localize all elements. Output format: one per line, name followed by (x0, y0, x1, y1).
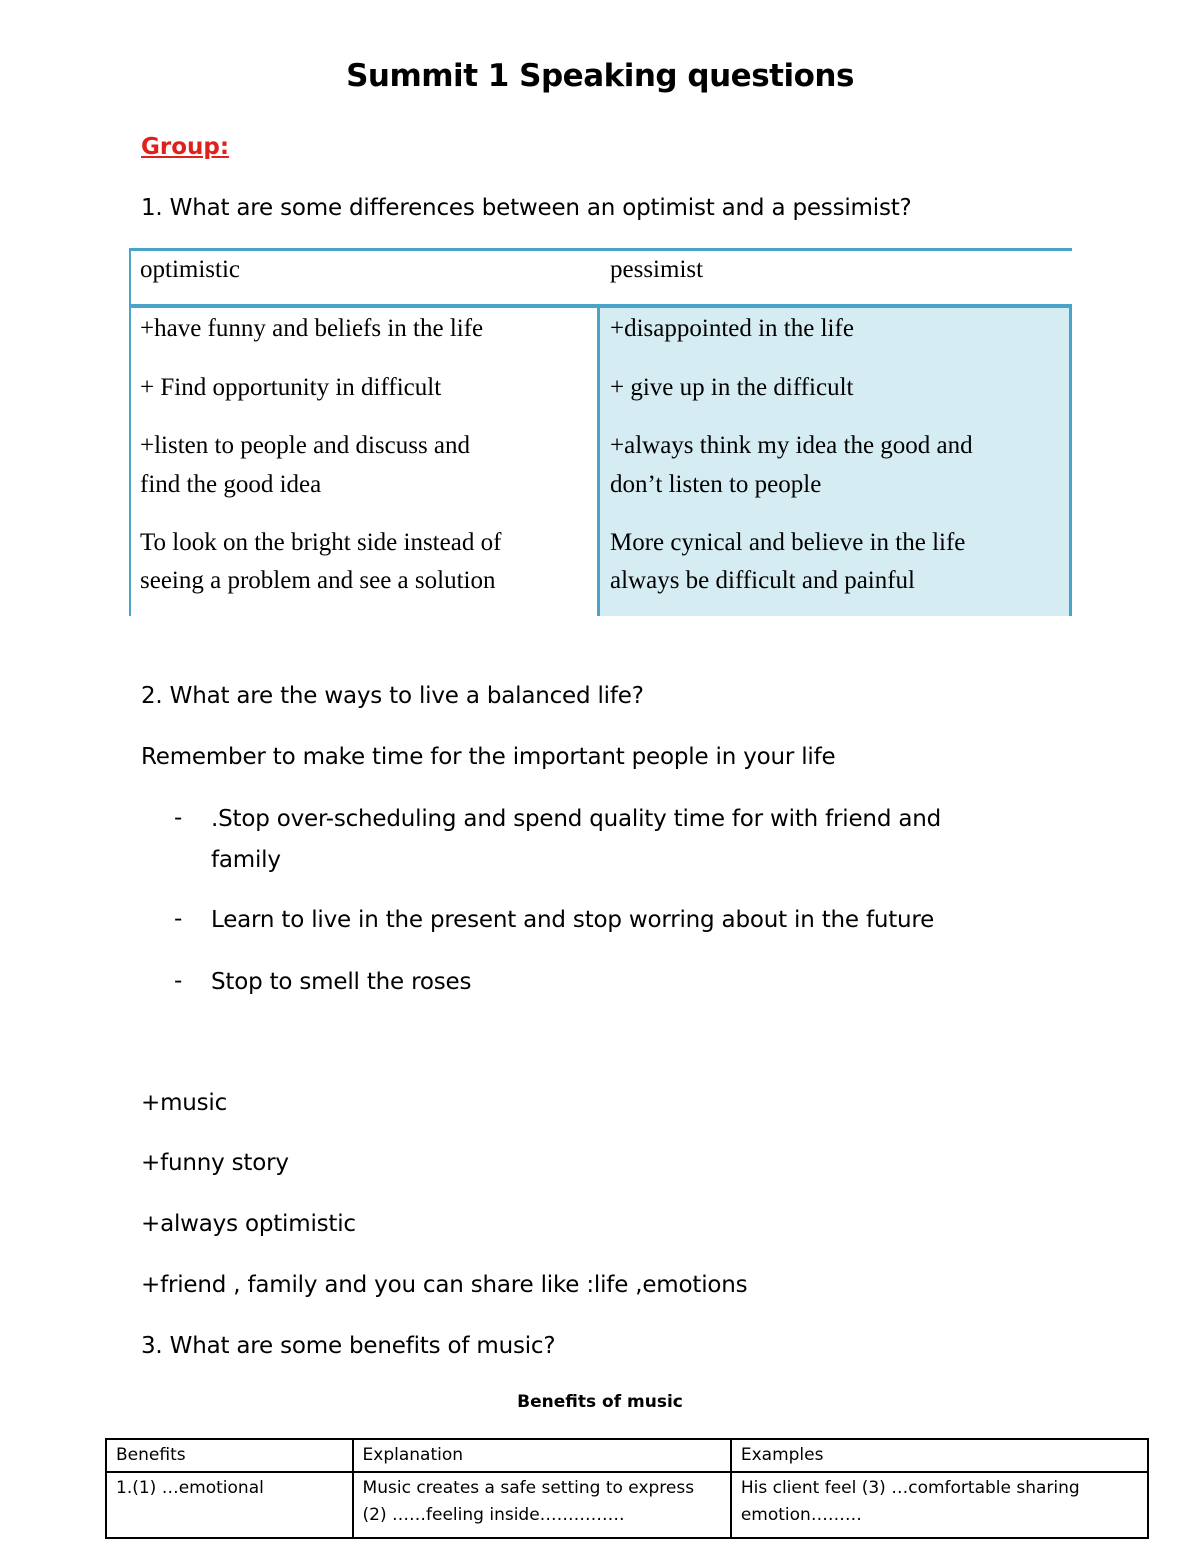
explanation-cell (353, 1472, 731, 1538)
pessimist-item: More cynical and believe in the life (610, 529, 966, 556)
optimist-item: +listen to people and discuss and (140, 432, 471, 459)
pessimist-item: +always think my idea the good and (610, 432, 973, 459)
optimist-item: + Find opportunity in difficult (140, 374, 442, 401)
table-middle-border (597, 304, 600, 616)
table-header-row (106, 1439, 1148, 1472)
question-3: 3. What are some benefits of music? (141, 1333, 556, 1359)
table-top-border (129, 248, 1072, 251)
bullet-item: Stop to smell the roses (211, 969, 472, 995)
table-header-border (129, 304, 1072, 308)
bullet-marker: - (174, 906, 183, 932)
note-item: +funny story (141, 1150, 289, 1176)
optimist-item: +have funny and beliefs in the life (140, 315, 484, 342)
group-label: Group: (141, 134, 230, 160)
pessimist-item: don’t listen to people (610, 471, 822, 498)
header-examples: Examples (731, 1439, 1148, 1472)
pessimist-item: + give up in the difficult (610, 374, 854, 401)
table-left-border (129, 248, 131, 616)
header-pessimist: pessimist (610, 256, 704, 283)
bullet-item-continued: family (211, 847, 281, 873)
note-item: +always optimistic (141, 1211, 356, 1237)
bullet-item: .Stop over-scheduling and spend quality time for with friend and (211, 806, 941, 832)
question-1: 1. What are some differences between an optimist and a pessimist? (141, 195, 912, 221)
question-2: 2. What are the ways to live a balanced life? (141, 683, 644, 709)
example-cell (731, 1472, 1148, 1538)
note-item: +music (141, 1090, 228, 1116)
comparison-table (129, 248, 1072, 616)
bullet-marker: - (174, 968, 183, 994)
explanation-line: Music creates a safe setting to express (362, 1478, 695, 1498)
table-right-border (1069, 304, 1072, 616)
header-optimistic: optimistic (140, 256, 240, 283)
optimist-item: To look on the bright side instead of (140, 529, 502, 556)
header-benefits: Benefits (106, 1439, 353, 1472)
question-2-answer: Remember to make time for the important people in your life (141, 744, 836, 770)
example-line: His client feel (3) …comfortable sharing (740, 1478, 1080, 1498)
bullet-marker: - (174, 805, 183, 831)
music-table-caption: Benefits of music (517, 1392, 683, 1412)
example-line: emotion……… (740, 1505, 862, 1525)
header-explanation: Explanation (353, 1439, 731, 1472)
note-item: +friend , family and you can share like :life ,emotions (141, 1272, 748, 1298)
explanation-line: (2) ……feeling inside…………… (362, 1505, 625, 1525)
table-row (106, 1472, 1148, 1538)
page-title: Summit 1 Speaking questions (346, 58, 854, 94)
music-benefits-table (105, 1438, 1149, 1539)
optimist-item: find the good idea (140, 471, 322, 498)
pessimist-item: +disappointed in the life (610, 315, 854, 342)
optimist-item: seeing a problem and see a solution (140, 567, 496, 594)
pessimist-item: always be difficult and painful (610, 567, 916, 594)
bullet-item: Learn to live in the present and stop worring about in the future (211, 907, 935, 933)
benefit-cell: 1.(1) …emotional (106, 1472, 353, 1538)
